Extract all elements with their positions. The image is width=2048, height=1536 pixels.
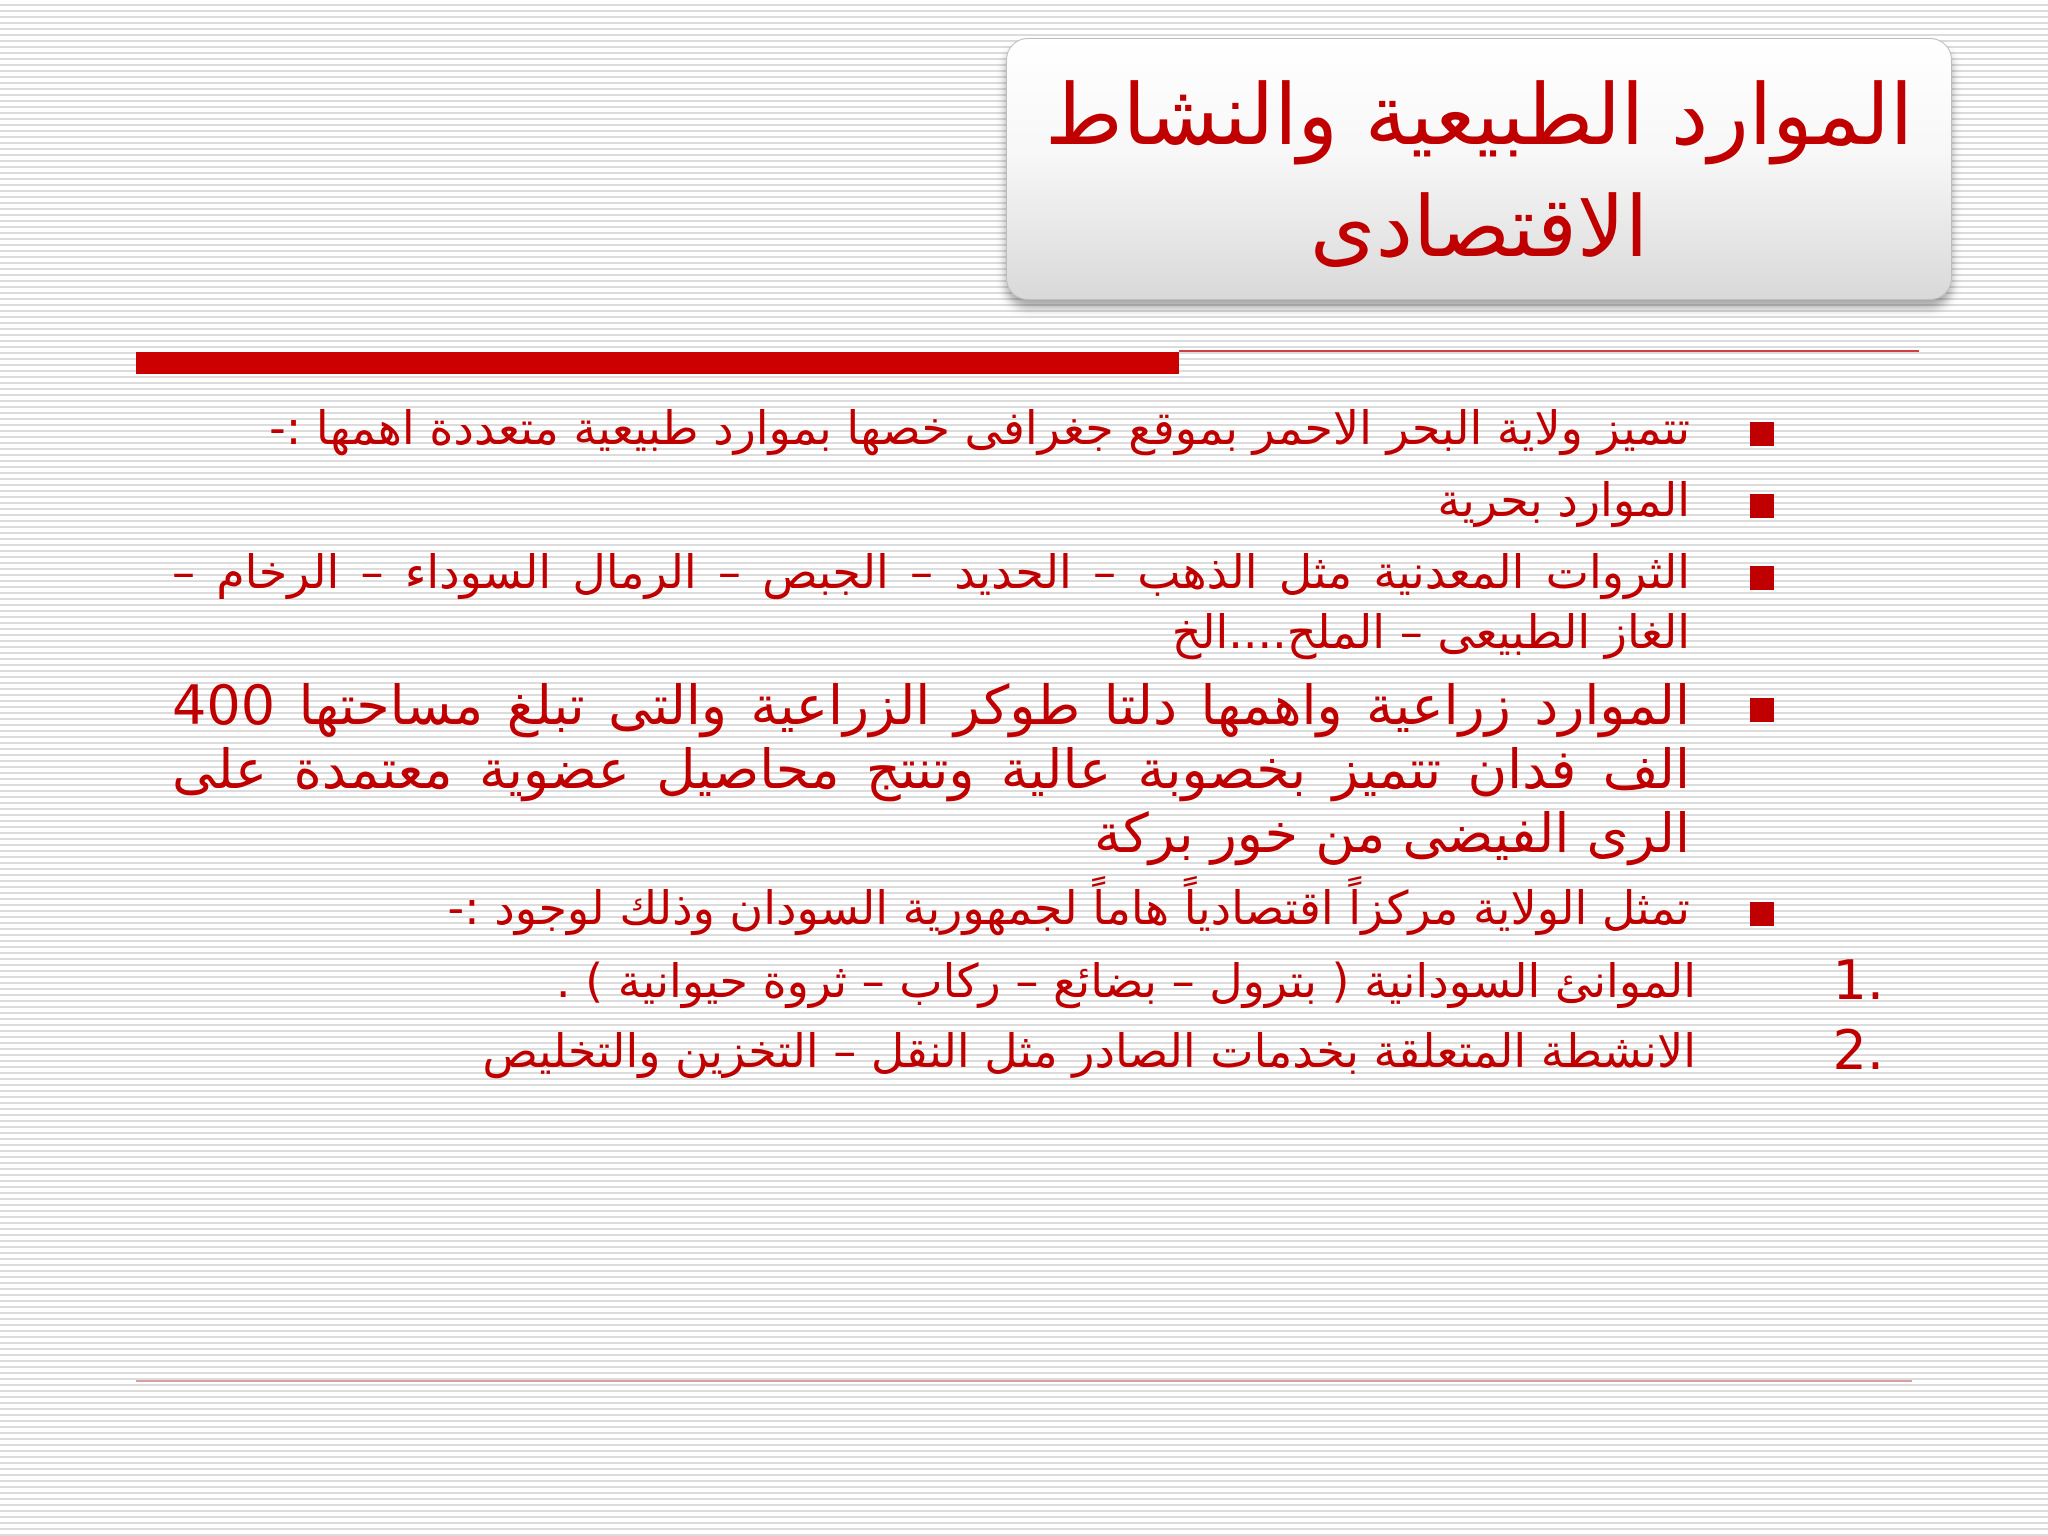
numbered-item xyxy=(6,950,1896,1012)
bullet-text: الموارد بحرية xyxy=(1437,473,1690,527)
square-bullet-icon xyxy=(1750,902,1774,926)
numbered-text: الموانئ السودانية ( بترول – بضائع – ركاب – ثروة حيوانية ) . xyxy=(555,954,1696,1008)
slide-title xyxy=(1007,59,1951,283)
item-number: 2. xyxy=(1832,1019,1884,1082)
bullet-text: تمثل الولاية مركزاً اقتصادياً هاماً لجمهورية السودان وذلك لوجود :- xyxy=(447,881,1690,935)
bullet-item xyxy=(172,470,1786,530)
square-bullet-icon xyxy=(1750,422,1774,446)
square-bullet-icon xyxy=(1750,566,1774,590)
bullet-item xyxy=(172,674,1786,866)
bullet-text: تتميز ولاية البحر الاحمر بموقع جغرافى خصها بموارد طبيعية متعددة اهمها :- xyxy=(269,401,1690,455)
numbered-text: الانشطة المتعلقة بخدمات الصادر مثل النقل – التخزين والتخليص xyxy=(482,1024,1696,1078)
bullet-text: الثروات المعدنية مثل الذهب – الحديد – الجبص – الرمال السوداء – الرخام – الغاز الطبيعى – الملح....الخ xyxy=(172,545,1690,659)
bullet-item xyxy=(172,542,1786,662)
header-thin-rule xyxy=(1179,350,1919,352)
bullet-item xyxy=(172,878,1786,938)
title-box xyxy=(1006,38,1952,300)
title-line-2: الاقتصادى xyxy=(1309,178,1649,276)
bullet-text: الموارد زراعية واهمها دلتا طوكر الزراعية والتى تبلغ مساحتها 400 الف فدان تتميز بخصوبة عالية وتنتج محاصيل عضوية معتمدة على الرى الفيضى من خور بركة xyxy=(172,674,1690,865)
title-line-1: الموارد الطبيعية والنشاط xyxy=(1044,66,1914,164)
square-bullet-icon xyxy=(1750,494,1774,518)
bullet-item xyxy=(172,398,1786,458)
footer-rule xyxy=(136,1380,1912,1382)
header-red-bar xyxy=(136,352,1179,374)
item-number: 1. xyxy=(1832,949,1884,1012)
square-bullet-icon xyxy=(1750,698,1774,722)
numbered-item xyxy=(6,1020,1896,1082)
slide-content xyxy=(172,398,1884,1090)
